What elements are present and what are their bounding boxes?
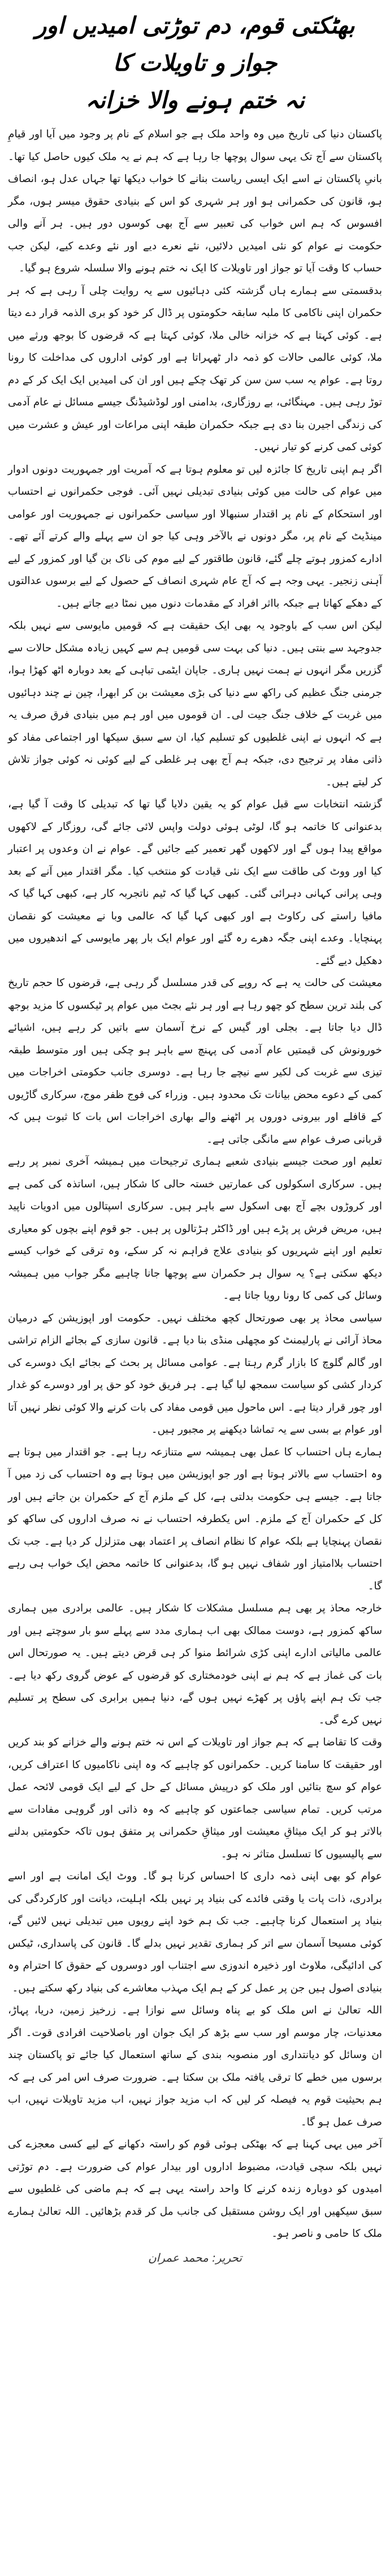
article-paragraph: بدقسمتی سے ہمارے ہاں گزشتہ کئی دہائیوں سے یہ روایت چلی آ رہی ہے کہ ہر حکمران اپنی ناکامی کا ملبہ سابقہ حکومتوں پر ڈال کر خود کو بری الذمہ قرار دے دیتا ہے۔ کوئی کہتا ہے کہ خزانہ خالی ملا، کوئی کہتا ہے کہ قرضوں کا بوجھ ورثے میں ملا، کوئی عالمی حالات کو ذمہ دار ٹھہراتا ہے اور کوئی اداروں کی مداخلت کا رونا روتا ہے۔ عوام یہ سب سن سن کر تھک چکے ہیں اور ان کی امیدیں ایک ایک کر کے دم توڑ رہی ہیں۔ مہنگائی، بے روزگاری، بدامنی اور لوڈشیڈنگ جیسے مسائل نے عام آدمی کی زندگی اجیرن بنا دی ہے جبکہ حکمران طبقہ اپنی مراعات اور عیش و عشرت میں کوئی کمی کرنے کو تیار نہیں۔ <box>8 284 383 453</box>
headline-line-2: نہ ختم ہونے والا خزانہ <box>85 87 305 114</box>
headline-line-1: بھٹکتی قوم، دم توڑتی امیدیں اور جواز و تاویلات کا <box>35 12 355 76</box>
article-paragraph: پاکستان دنیا کی تاریخ میں وہ واحد ملک ہے جو اسلام کے نام پر وجود میں آیا اور قیامِ پاکستان سے آج تک یہی سوال پوچھا جا رہا ہے کہ ہم نے یہ ملک کیوں حاصل کیا تھا۔ بانیِ پاکستان نے اسے ایک ایسی ریاست بنانے کا خواب دیکھا تھا جہاں عدل ہو، انصاف ہو، قانون کی حکمرانی ہو اور ہر شہری کو اس کے بنیادی حقوق میسر ہوں، مگر افسوس کہ ہم اس خواب کی تعبیر سے آج بھی کوسوں دور ہیں۔ ہر آنے والی حکومت نے عوام کو نئی امیدیں دلائیں، نئے نعرے دیے اور نئے وعدے کیے، لیکن جب حساب کا وقت آیا تو جواز اور تاویلات کا ایک نہ ختم ہونے والا سلسلہ شروع ہو گیا۔ <box>8 128 382 274</box>
article-paragraph: تعلیم اور صحت جیسے بنیادی شعبے ہماری ترجیحات میں ہمیشہ آخری نمبر پر رہے ہیں۔ سرکاری اسکولوں کی عمارتیں خستہ حالی کا شکار ہیں، اساتذہ کی کمی ہے اور کروڑوں بچے آج بھی اسکول سے باہر ہیں۔ سرکاری اسپتالوں میں ادویات ناپید ہیں، مریض فرش پر پڑے ہیں اور ڈاکٹر ہڑتالوں پر ہیں۔ جو قوم اپنے بچوں کو معیاری تعلیم اور اپنے شہریوں کو بنیادی علاج فراہم نہ کر سکے، وہ ترقی کے خواب کیسے دیکھ سکتی ہے؟ یہ سوال ہر حکمران سے پوچھا جانا چاہیے مگر جواب میں ہمیشہ وسائل کی کمی کا رونا رویا جاتا ہے۔ <box>8 1156 382 1302</box>
article-paragraph: عوام کو بھی اپنی ذمہ داری کا احساس کرنا ہو گا۔ ووٹ ایک امانت ہے اور اسے برادری، ذات پات یا وقتی فائدے کی بنیاد پر نہیں بلکہ اہلیت، دیانت اور کارکردگی کی بنیاد پر استعمال کرنا چاہیے۔ جب تک ہم خود اپنے رویوں میں تبدیلی نہیں لائیں گے، کوئی مسیحا آسمان سے اتر کر ہماری تقدیر نہیں بدلے گا۔ قانون کی پاسداری، ٹیکس کی ادائیگی، ملاوٹ اور ذخیرہ اندوزی سے اجتناب اور دوسروں کے حقوق کا احترام وہ بنیادی اصول ہیں جن پر عمل کر کے ہم ایک مہذب معاشرے کی بنیاد رکھ سکتے ہیں۔ <box>8 1870 382 1994</box>
article-paragraph: گزشتہ انتخابات سے قبل عوام کو یہ یقین دلایا گیا تھا کہ تبدیلی کا وقت آ گیا ہے، بدعنوانی کا خاتمہ ہو گا، لوٹی ہوئی دولت واپس لائی جائے گی، روزگار کے لاکھوں مواقع پیدا ہوں گے اور لاکھوں گھر تعمیر کیے جائیں گے۔ عوام نے ان وعدوں پر اعتبار کیا اور ووٹ کی طاقت سے ایک نئی قیادت کو منتخب کیا۔ مگر اقتدار میں آنے کے بعد وہی پرانی کہانی دہرائی گئی۔ کبھی کہا گیا کہ ٹیم ناتجربہ کار ہے، کبھی کہا گیا کہ مافیا راستے کی رکاوٹ ہے اور کبھی کہا گیا کہ عالمی وبا نے معیشت کو نقصان پہنچایا۔ وعدے اپنی جگہ دھرے رہ گئے اور عوام ایک بار پھر مایوسی کے اندھیروں میں دھکیل دیے گئے۔ <box>8 798 382 967</box>
article-paragraph: اگر ہم اپنی تاریخ کا جائزہ لیں تو معلوم ہوتا ہے کہ آمریت اور جمہوریت دونوں ادوار میں عوام کی حالت میں کوئی بنیادی تبدیلی نہیں آئی۔ فوجی حکمرانوں نے احتساب اور استحکام کے نام پر اقتدار سنبھالا اور سیاسی حکمرانوں نے جمہوریت اور عوامی مینڈیٹ کے نام پر، مگر دونوں نے بالآخر وہی کیا جو ان سے پہلے والے کرتے آئے تھے۔ ادارے کمزور ہوتے چلے گئے، قانون طاقتور کے لیے موم کی ناک بن گیا اور کمزور کے لیے آہنی زنجیر۔ یہی وجہ ہے کہ آج عام شہری انصاف کے حصول کے لیے برسوں عدالتوں کے دھکے کھاتا ہے جبکہ بااثر افراد کے مقدمات دنوں میں نمٹا دیے جاتے ہیں۔ <box>8 463 382 610</box>
article-headline <box>8 5 382 119</box>
article-paragraph: سیاسی محاذ پر بھی صورتحال کچھ مختلف نہیں۔ حکومت اور اپوزیشن کے درمیان محاذ آرائی نے پارلیمنٹ کو مچھلی منڈی بنا دیا ہے۔ قانون سازی کے بجائے الزام تراشی اور گالم گلوچ کا بازار گرم رہتا ہے۔ عوامی مسائل پر بحث کے بجائے ایک دوسرے کی کردار کشی کو سیاست سمجھ لیا گیا ہے۔ ہر فریق خود کو حق پر اور دوسرے کو غدار اور چور قرار دیتا ہے۔ اس ماحول میں قومی مفاد کی بات کرنے والا کوئی نظر نہیں آتا اور عوام بے بسی سے یہ تماشا دیکھنے پر مجبور ہیں۔ <box>8 1312 382 1436</box>
article-paragraph: ہمارے ہاں احتساب کا عمل بھی ہمیشہ سے متنازعہ رہا ہے۔ جو اقتدار میں ہوتا ہے وہ احتساب سے بالاتر ہوتا ہے اور جو اپوزیشن میں ہوتا ہے وہ احتساب کی زد میں آ جاتا ہے۔ جیسے ہی حکومت بدلتی ہے، کل کے ملزم آج کے حکمران بن جاتے ہیں اور کل کے حکمران آج کے ملزم۔ اس یکطرفہ احتساب نے نہ صرف اداروں کی ساکھ کو نقصان پہنچایا ہے بلکہ عوام کا نظام انصاف پر اعتماد بھی متزلزل کر دیا ہے۔ جب تک احتساب بلاامتیاز اور شفاف نہیں ہو گا، بدعنوانی کا خاتمہ محض ایک خواب ہی رہے گا۔ <box>8 1446 382 1592</box>
article-paragraph: اللہ تعالیٰ نے اس ملک کو بے پناہ وسائل سے نوازا ہے۔ زرخیز زمین، دریا، پہاڑ، معدنیات، چار موسم اور سب سے بڑھ کر ایک جوان اور باصلاحیت افرادی قوت۔ اگر ان وسائل کو دیانتداری اور منصوبہ بندی کے ساتھ استعمال کیا جائے تو پاکستان چند برسوں میں خطے کا ترقی یافتہ ملک بن سکتا ہے۔ ضرورت صرف اس امر کی ہے کہ ہم بحیثیت قوم یہ فیصلہ کر لیں کہ اب مزید جواز نہیں، اب مزید تاویلات نہیں، اب صرف عمل ہو گا۔ <box>8 2004 382 2128</box>
article-paragraph: خارجہ محاذ پر بھی ہم مسلسل مشکلات کا شکار ہیں۔ عالمی برادری میں ہماری ساکھ کمزور ہے، دوست ممالک بھی اب ہماری مدد سے پہلے سو بار سوچتے ہیں اور عالمی مالیاتی ادارے اپنی کڑی شرائط منوا کر ہی قرض دیتے ہیں۔ یہ صورتحال اس بات کی غماز ہے کہ ہم نے اپنی خودمختاری کو قرضوں کے عوض گروی رکھ دیا ہے۔ جب تک ہم اپنے پاؤں پر کھڑے نہیں ہوں گے، دنیا ہمیں برابری کی سطح پر تسلیم نہیں کرے گی۔ <box>8 1602 382 1726</box>
article-paragraph: لیکن اس سب کے باوجود یہ بھی ایک حقیقت ہے کہ قومیں مایوسی سے نہیں بلکہ جدوجہد سے بنتی ہیں۔ دنیا کی بہت سی قومیں ہم سے کہیں زیادہ مشکل حالات سے گزریں مگر انہوں نے ہمت نہیں ہاری۔ جاپان ایٹمی تباہی کے بعد دوبارہ اٹھ کھڑا ہوا، جرمنی جنگ عظیم کی راکھ سے دنیا کی بڑی معیشت بن کر ابھرا، چین نے چند دہائیوں میں غربت کے خلاف جنگ جیت لی۔ ان قوموں میں اور ہم میں بنیادی فرق صرف یہ ہے کہ انہوں نے اپنی غلطیوں کو تسلیم کیا، ان سے سبق سیکھا اور اجتماعی مفاد کو ذاتی مفاد پر ترجیح دی، جبکہ ہم آج بھی ہر غلطی کے لیے کوئی نہ کوئی جواز تلاش کر لیتے ہیں۔ <box>8 620 382 788</box>
article-paragraph: وقت کا تقاضا ہے کہ ہم جواز اور تاویلات کے اس نہ ختم ہونے والے خزانے کو بند کریں اور حقیقت کا سامنا کریں۔ حکمرانوں کو چاہیے کہ وہ اپنی ناکامیوں کا اعتراف کریں، عوام کو سچ بتائیں اور ملک کو درپیش مسائل کے حل کے لیے ایک قومی لائحہ عمل مرتب کریں۔ تمام سیاسی جماعتوں کو چاہیے کہ وہ ذاتی اور گروہی مفادات سے بالاتر ہو کر ایک میثاقِ معیشت اور میثاقِ حکمرانی پر متفق ہوں تاکہ حکومتیں بدلنے سے پالیسیوں کا تسلسل متاثر نہ ہو۔ <box>8 1736 382 1860</box>
article-body <box>8 123 382 2245</box>
article-paragraph: آخر میں یہی کہنا ہے کہ بھٹکی ہوئی قوم کو راستہ دکھانے کے لیے کسی معجزے کی نہیں بلکہ سچی قیادت، مضبوط اداروں اور بیدار عوام کی ضرورت ہے۔ دم توڑتی امیدوں کو دوبارہ زندہ کرنے کا واحد راستہ یہی ہے کہ ہم ماضی کی غلطیوں سے سبق سیکھیں اور ایک روشن مستقبل کی جانب مل کر قدم بڑھائیں۔ اللہ تعالیٰ ہمارے ملک کا حامی و ناصر ہو۔ <box>8 2138 382 2240</box>
article-paragraph: معیشت کی حالت یہ ہے کہ روپے کی قدر مسلسل گر رہی ہے، قرضوں کا حجم تاریخ کی بلند ترین سطح کو چھو رہا ہے اور ہر نئے بجٹ میں عوام پر ٹیکسوں کا مزید بوجھ ڈال دیا جاتا ہے۔ بجلی اور گیس کے نرخ آسمان سے باتیں کر رہے ہیں، اشیائے خورونوش کی قیمتیں عام آدمی کی پہنچ سے باہر ہو چکی ہیں اور متوسط طبقہ تیزی سے غربت کی لکیر سے نیچے جا رہا ہے۔ دوسری جانب حکومتی اخراجات میں کمی کے دعوے محض بیانات تک محدود ہیں۔ وزراء کی فوج ظفر موج، سرکاری گاڑیوں کے قافلے اور بیرونی دوروں پر اٹھنے والے بھاری اخراجات اس بات کا ثبوت ہیں کہ قربانی صرف عوام سے مانگی جاتی ہے۔ <box>8 977 382 1146</box>
article-byline: تحریر: محمد عمران <box>148 2250 242 2264</box>
